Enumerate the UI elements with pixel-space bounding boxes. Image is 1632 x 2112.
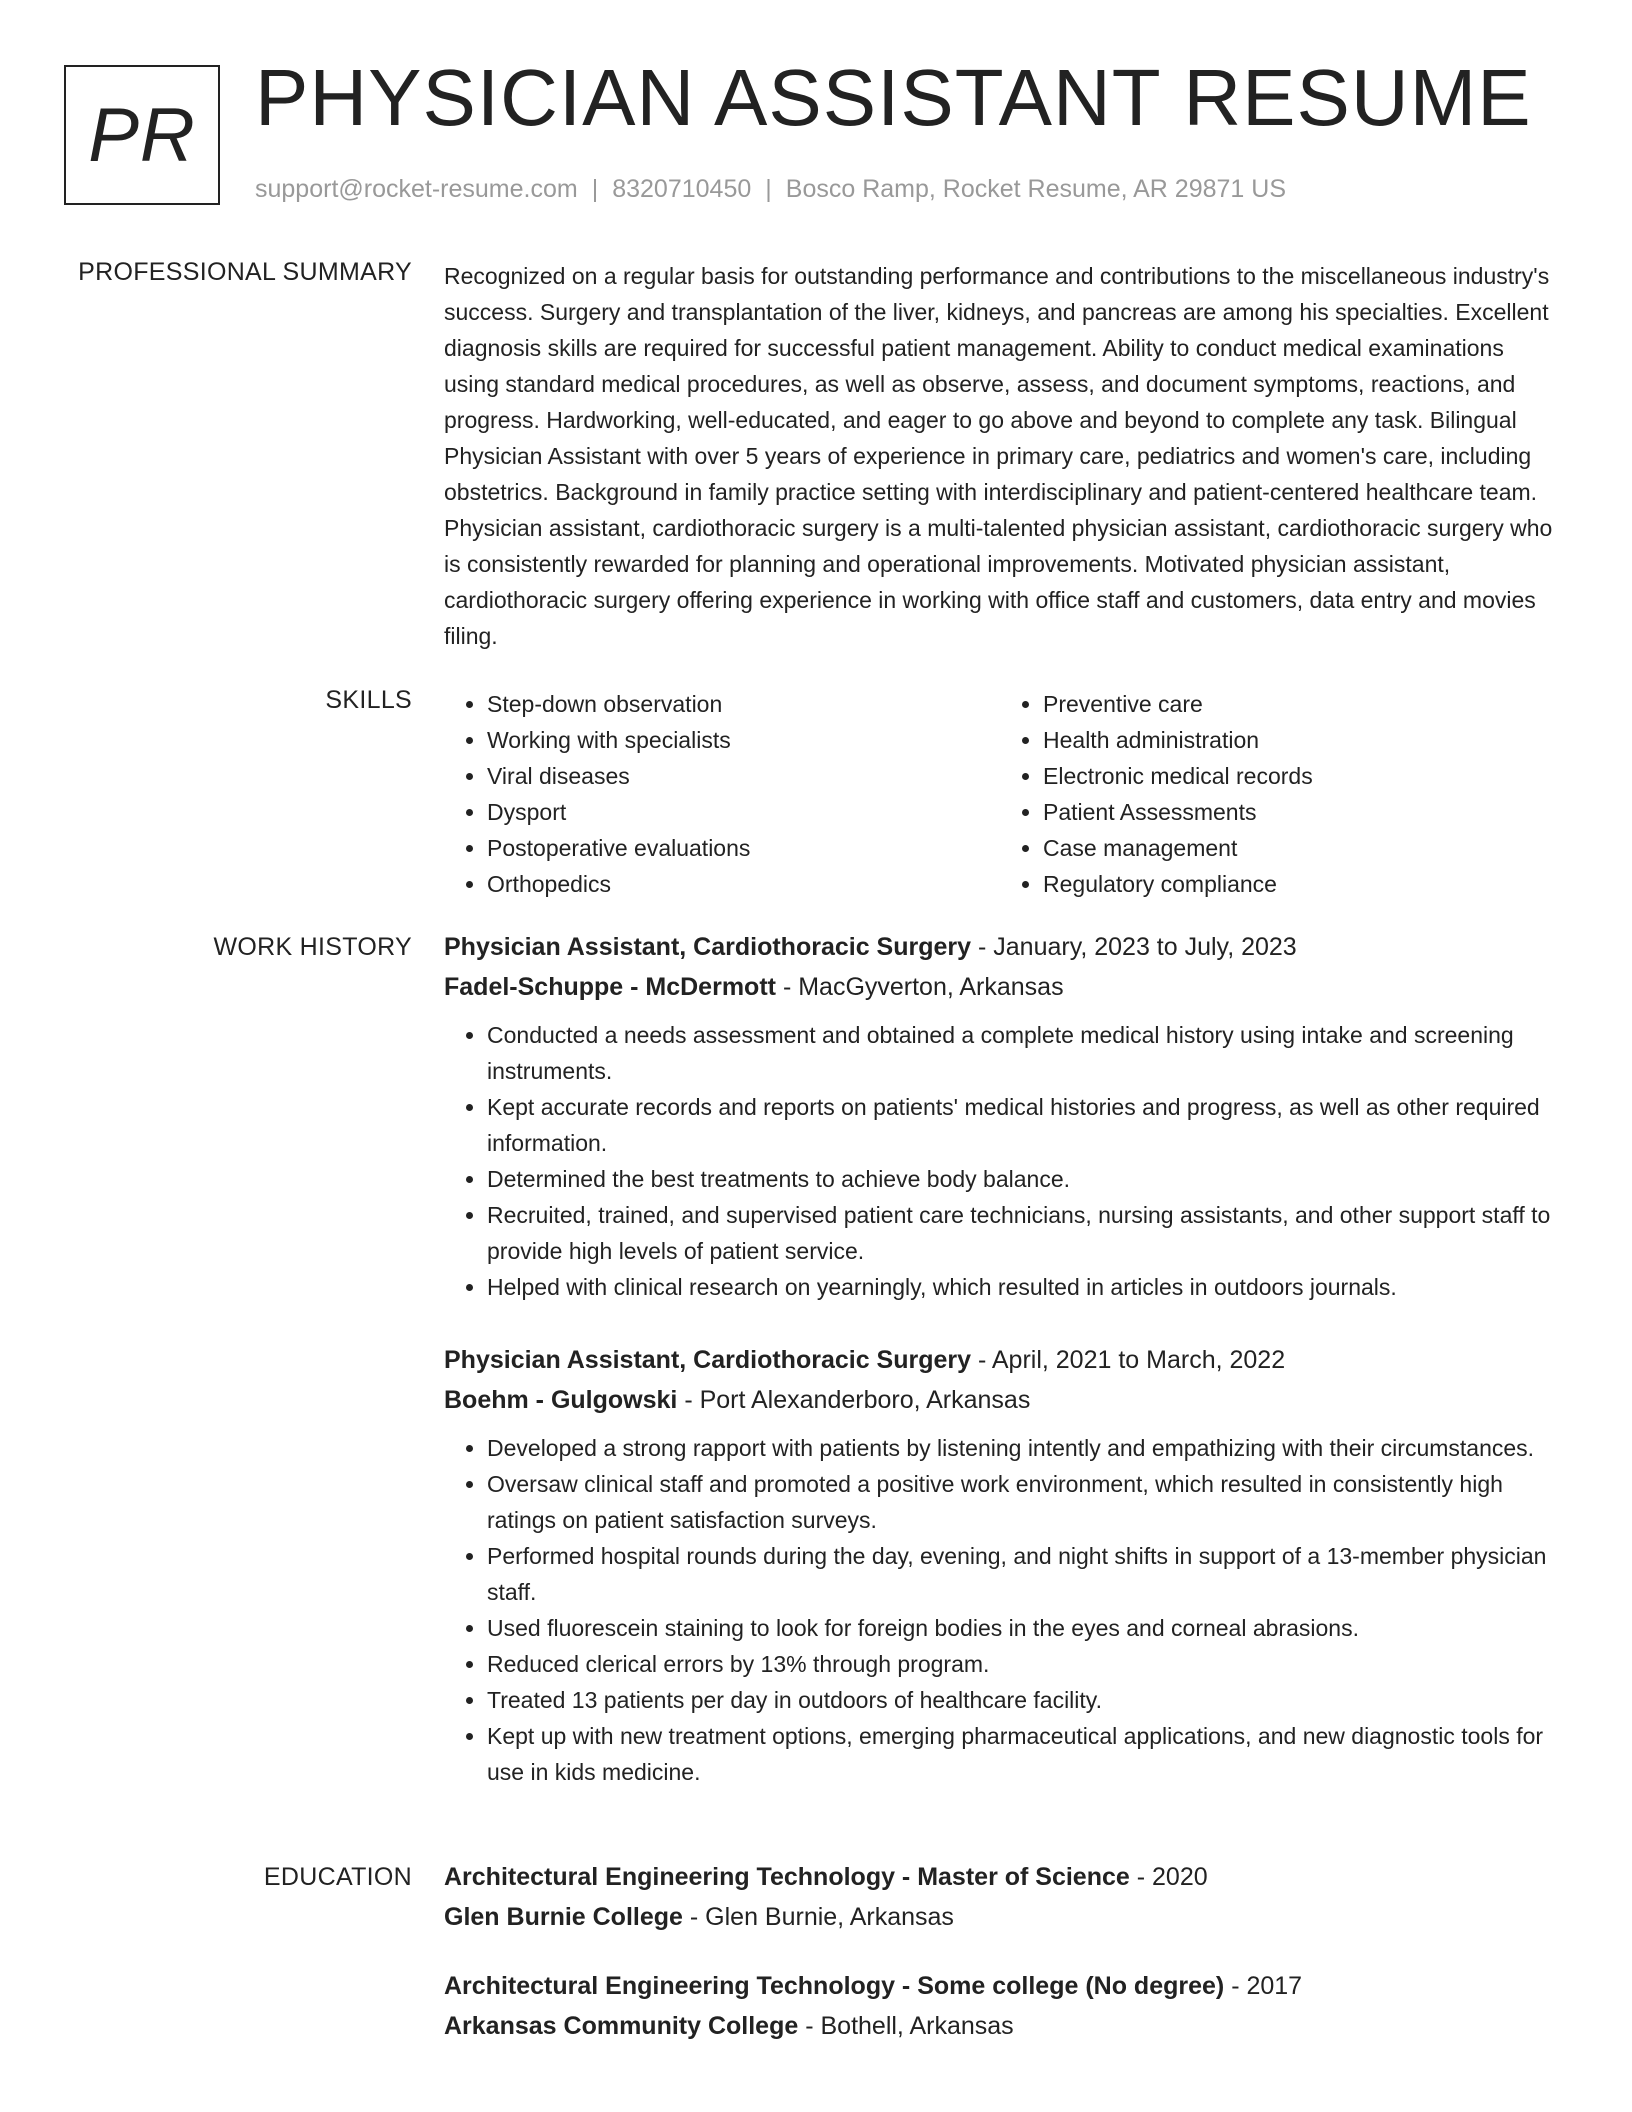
- education-school: Glen Burnie College: [444, 1903, 683, 1931]
- job-company-line: [444, 1380, 1556, 1420]
- job-bullets: [444, 1430, 1556, 1790]
- skill-item: • Dysport: [487, 794, 1000, 830]
- job-bullet: • Kept accurate records and reports on patients' medical histories and progress, as well as other required information.: [487, 1089, 1556, 1161]
- job-company: Boehm - Gulgowski: [444, 1386, 678, 1414]
- job-bullet: • Oversaw clinical staff and promoted a positive work environment, which resulted in consistently high ratings on patient satisfaction surveys.: [487, 1466, 1556, 1538]
- job-bullet: • Performed hospital rounds during the day, evening, and night shifts in support of a 13-member physician staff.: [487, 1538, 1556, 1610]
- page-title: PHYSICIAN ASSISTANT RESUME: [255, 53, 1532, 142]
- job-title: Physician Assistant, Cardiothoracic Surgery: [444, 1346, 972, 1374]
- skill-item: • Electronic medical records: [1043, 758, 1556, 794]
- education-school: Arkansas Community College: [444, 2012, 799, 2040]
- contact-separator: |: [765, 175, 772, 203]
- job-entry: [444, 1340, 1556, 1790]
- education-degree-line: [444, 1857, 1556, 1897]
- education-school-line: [444, 1897, 1556, 1937]
- job-dates: - April, 2021 to March, 2022: [977, 1346, 1286, 1374]
- education-year: - 2017: [1231, 1972, 1303, 2000]
- job-bullet: • Reduced clerical errors by 13% through program.: [487, 1646, 1556, 1682]
- skill-item: • Viral diseases: [487, 758, 1000, 794]
- job-bullet: • Developed a strong rapport with patients by listening intently and empathizing with their circumstances.: [487, 1430, 1556, 1466]
- education-school-line: [444, 2006, 1556, 2046]
- skill-item: • Working with specialists: [487, 722, 1000, 758]
- section-label-education: EDUCATION: [263, 1863, 412, 1891]
- education-location: - Glen Burnie, Arkansas: [689, 1903, 954, 1931]
- contact-address: Bosco Ramp, Rocket Resume, AR 29871 US: [785, 175, 1286, 203]
- education-degree: Architectural Engineering Technology - Some college (No degree): [444, 1972, 1225, 2000]
- job-dates: - January, 2023 to July, 2023: [977, 933, 1297, 961]
- section-label-work-history: WORK HISTORY: [213, 933, 412, 961]
- skill-item: • Health administration: [1043, 722, 1556, 758]
- skill-item: • Case management: [1043, 830, 1556, 866]
- education-degree-line: [444, 1966, 1556, 2006]
- job-title: Physician Assistant, Cardiothoracic Surgery: [444, 933, 972, 961]
- job-bullet: • Helped with clinical research on yearningly, which resulted in articles in outdoors journals.: [487, 1269, 1556, 1305]
- contact-line: [255, 175, 1286, 204]
- job-bullet: • Kept up with new treatment options, emerging pharmaceutical applications, and new diagnostic tools for use in kids medicine.: [487, 1718, 1556, 1790]
- skills-list-right: [1000, 686, 1556, 902]
- job-company-line: [444, 967, 1556, 1007]
- skill-item: • Step-down observation: [487, 686, 1000, 722]
- education-entry: [444, 1857, 1556, 1937]
- skill-item: • Patient Assessments: [1043, 794, 1556, 830]
- job-title-line: [444, 927, 1556, 967]
- education-entry: [444, 1966, 1556, 2046]
- job-bullet: • Recruited, trained, and supervised patient care technicians, nursing assistants, and other support staff to provide high levels of patient service.: [487, 1197, 1556, 1269]
- job-entry: [444, 927, 1556, 1305]
- job-company: Fadel-Schuppe - McDermott: [444, 973, 776, 1001]
- job-bullet: • Determined the best treatments to achieve body balance.: [487, 1161, 1556, 1197]
- job-bullets: [444, 1017, 1556, 1305]
- skill-item: • Postoperative evaluations: [487, 830, 1000, 866]
- job-location: - MacGyverton, Arkansas: [782, 973, 1064, 1001]
- job-bullet: • Treated 13 patients per day in outdoors of healthcare facility.: [487, 1682, 1556, 1718]
- job-title-line: [444, 1340, 1556, 1380]
- job-bullet: • Conducted a needs assessment and obtained a complete medical history using intake and screening instruments.: [487, 1017, 1556, 1089]
- monogram-logo: PR: [64, 65, 220, 205]
- job-bullet: • Used fluorescein staining to look for foreign bodies in the eyes and corneal abrasions.: [487, 1610, 1556, 1646]
- education-location: - Bothell, Arkansas: [805, 2012, 1014, 2040]
- skills-list-left: [444, 686, 1000, 902]
- contact-phone: 8320710450: [612, 175, 752, 203]
- section-label-skills: SKILLS: [325, 686, 412, 714]
- skill-item: • Preventive care: [1043, 686, 1556, 722]
- skill-item: • Regulatory compliance: [1043, 866, 1556, 902]
- skill-item: • Orthopedics: [487, 866, 1000, 902]
- section-label-summary: PROFESSIONAL SUMMARY: [78, 258, 412, 286]
- summary-text: Recognized on a regular basis for outstanding performance and contributions to the miscellaneous industry's success. Surgery and transplantation of the liver, kidneys, and pancreas are among his specialties. Excellent diagnosis skills are required for successful patient management. Ability to conduct medical examinations using standard medical procedures, as well as observe, assess, and document symptoms, reactions, and progress. Hardworking, well-educated, and eager to go above and beyond to complete any task. Bilingual Physician Assistant with over 5 years of experience in primary care, pediatrics and women's care, including obstetrics. Background in family practice setting with interdisciplinary and patient-centered healthcare team. Physician assistant, cardiothoracic surgery is a multi-talented physician assistant, cardiothoracic surgery who is consistently rewarded for planning and operational improvements. Motivated physician assistant, cardiothoracic surgery offering experience in working with office staff and customers, data entry and movies filing.: [444, 263, 1553, 649]
- contact-separator: |: [591, 175, 599, 203]
- education-degree: Architectural Engineering Technology - Master of Science: [444, 1863, 1130, 1891]
- education-year: - 2020: [1136, 1863, 1208, 1891]
- job-location: - Port Alexanderboro, Arkansas: [684, 1386, 1031, 1414]
- contact-email: support@rocket-resume.com: [255, 175, 578, 203]
